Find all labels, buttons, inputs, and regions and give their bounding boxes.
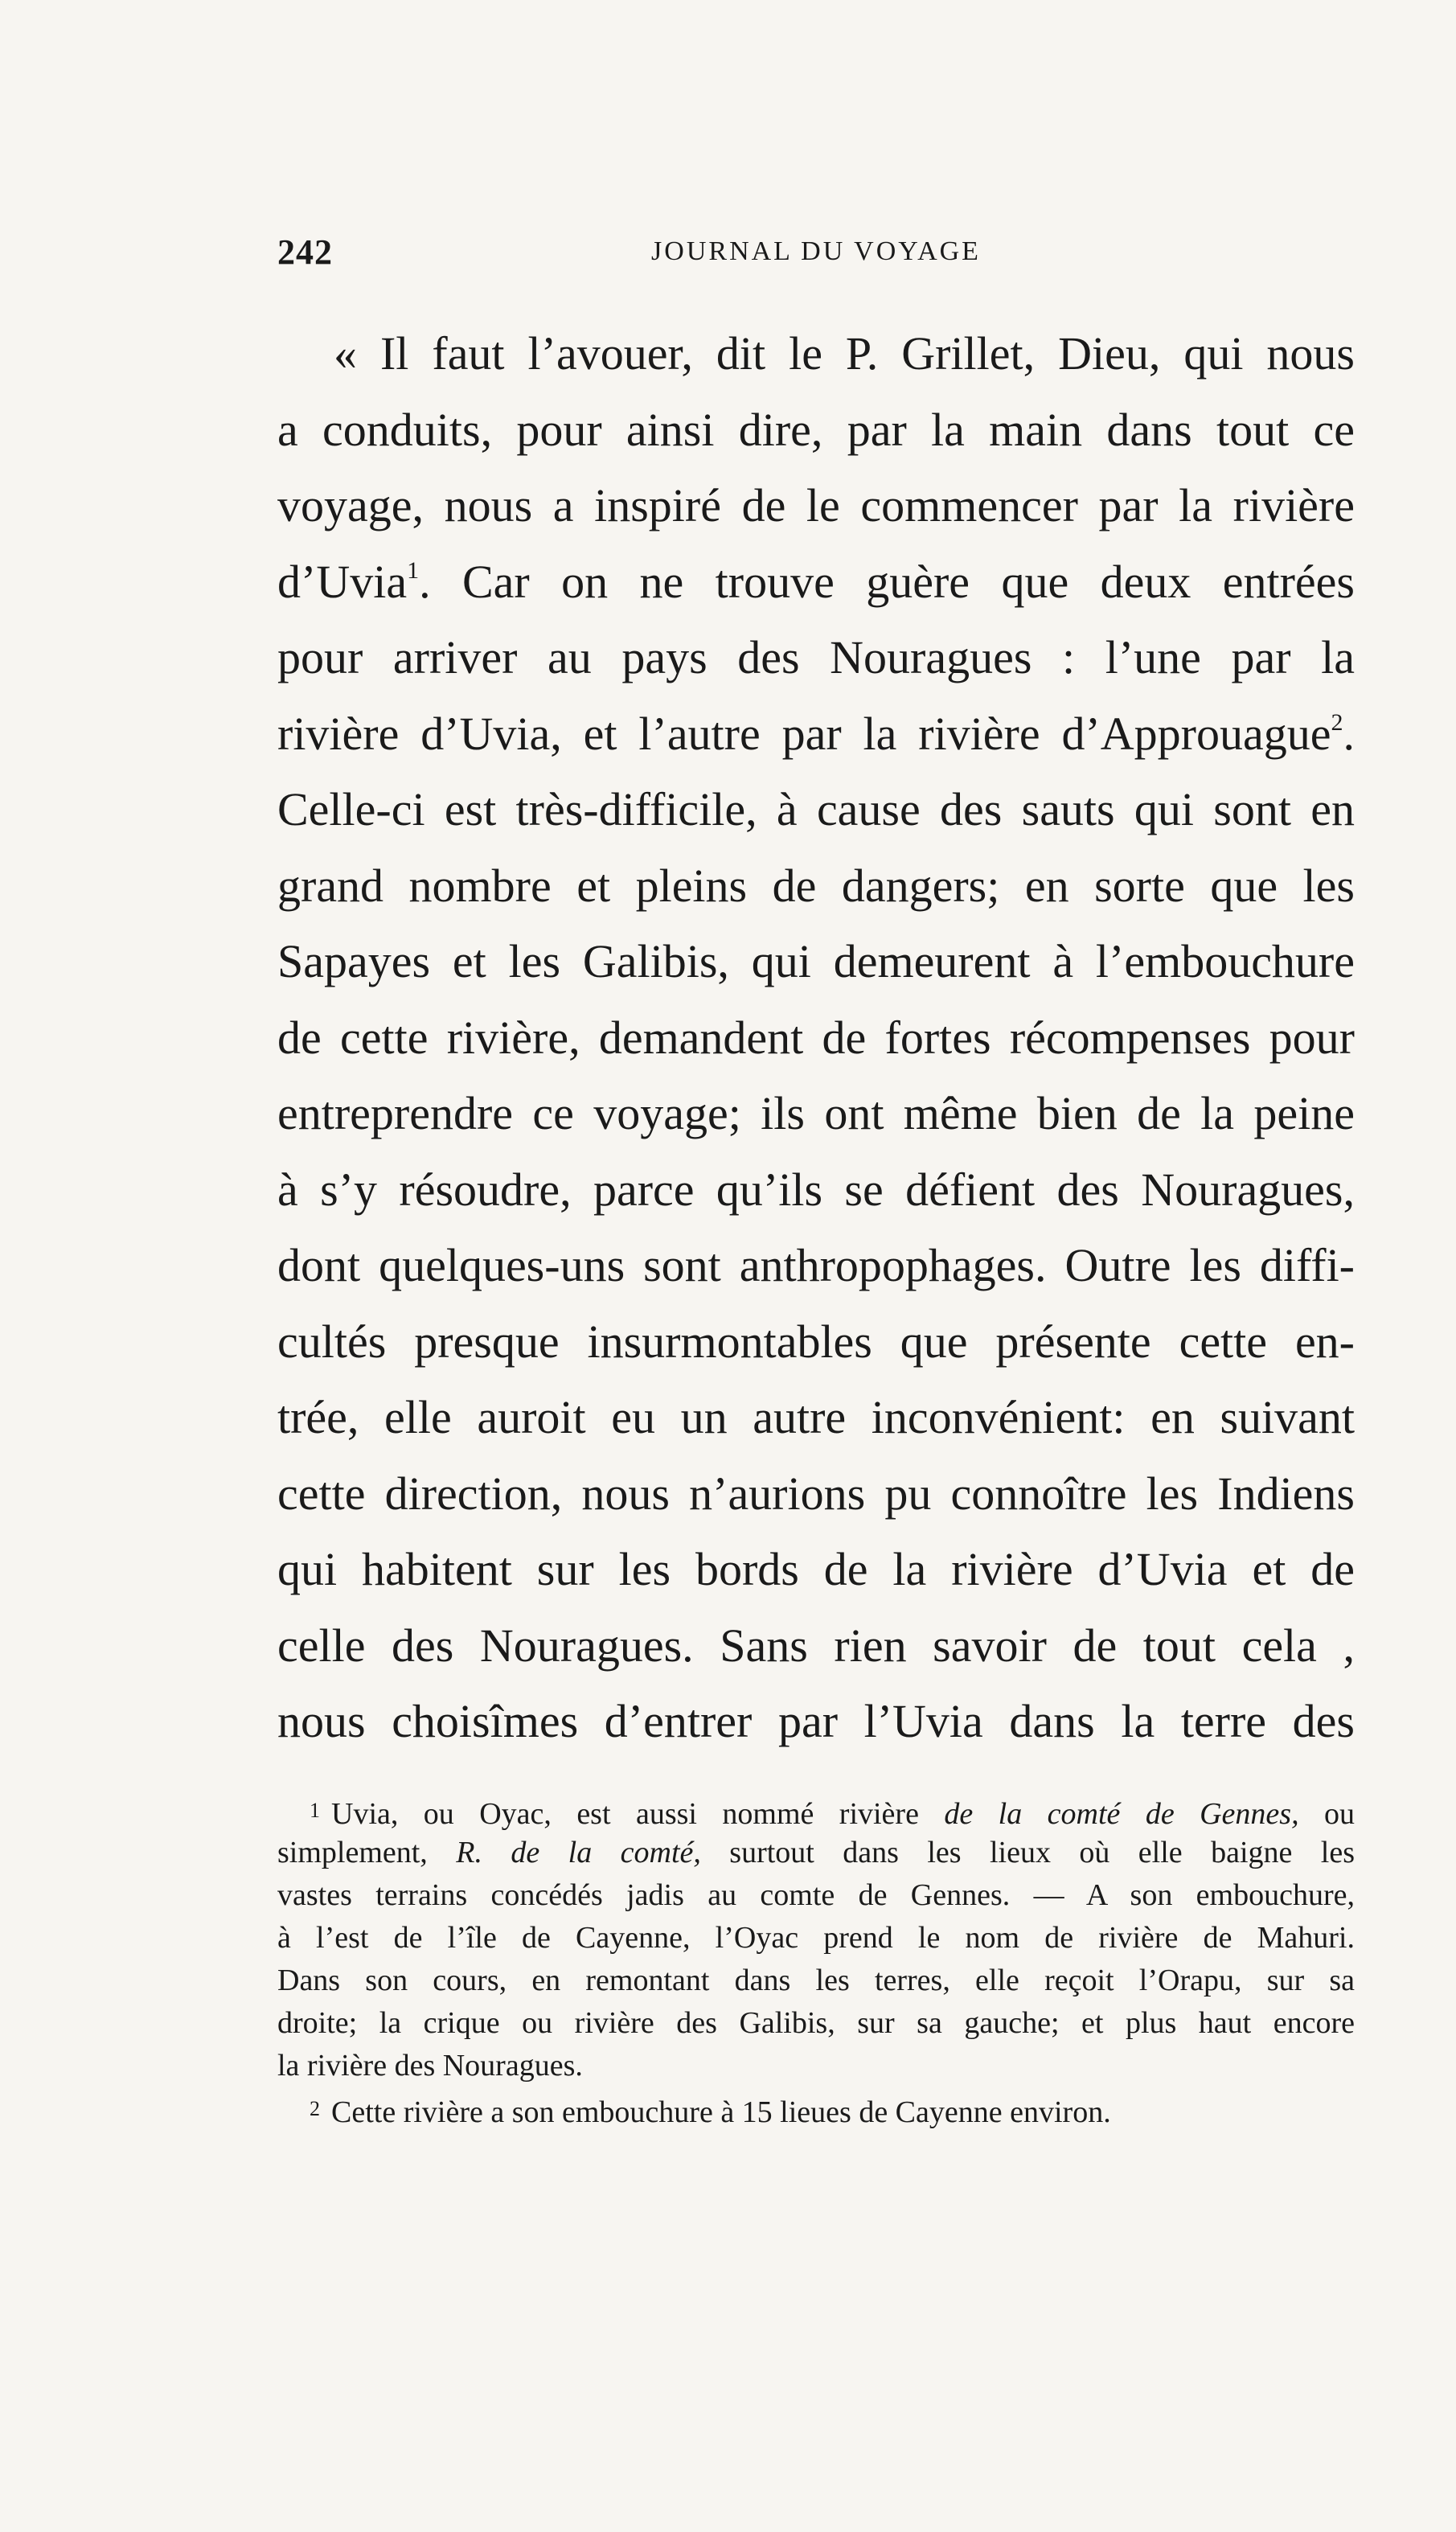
footnote-1-line: la rivière des Nouragues. xyxy=(277,2049,583,2083)
running-title: JOURNAL DU VOYAGE xyxy=(651,236,981,266)
page-number: 242 xyxy=(277,232,333,272)
footnote-1-marker: 1 xyxy=(310,1799,320,1822)
footnote-ref-1: 1 xyxy=(407,556,420,584)
footnote-1-line: à l’est de l’île de Cayenne, l’Oyac prend le nom de rivière de Mahuri. xyxy=(277,1921,1355,1955)
text-line: qui habitent sur les bords de la rivière d’Uvia et de xyxy=(277,1543,1355,1595)
text-line: grand nombre et pleins de dangers; en sorte que les xyxy=(277,859,1355,912)
footnote-1-line: simplement, R. de la comté, surtout dans les lieux où elle baigne les xyxy=(277,1836,1355,1869)
footnotes xyxy=(277,1789,1355,2130)
text-line: « Il faut l’avouer, dit le P. Grillet, Dieu, qui nous xyxy=(334,327,1355,380)
text-line: dont quelques-uns sont anthropophages. Outre les diffi- xyxy=(277,1239,1355,1291)
text-line: trée, elle auroit eu un autre inconvénient: en suivant xyxy=(277,1391,1355,1443)
text-line: de cette rivière, demandent de fortes récompenses pour xyxy=(277,1011,1355,1064)
page-header xyxy=(277,232,1355,272)
text-line: pour arriver au pays des Nouragues : l’une par la xyxy=(277,631,1355,683)
text-line: a conduits, pour ainsi dire, par la main dans tout ce xyxy=(277,403,1355,456)
footnote-1-line: Dans son cours, en remontant dans les terres, elle reçoit l’Orapu, sur sa xyxy=(277,1964,1355,1997)
footnote-1-line: vastes terrains concédés jadis au comte de Gennes. — A son embouchure, xyxy=(277,1878,1355,1912)
text-line: entreprendre ce voyage; ils ont même bien de la peine xyxy=(277,1087,1355,1139)
footnote-ref-2: 2 xyxy=(1331,708,1343,736)
text-line: celle des Nouragues. Sans rien savoir de tout cela , xyxy=(277,1619,1355,1672)
text-line: d’Uvia$^1$. Car on ne trouve guère que deux entrées xyxy=(277,555,1355,608)
text-line: Celle-ci est très-difficile, à cause des sauts qui sont en xyxy=(277,783,1355,835)
text-line: nous choisîmes d’entrer par l’Uvia dans la terre des xyxy=(277,1695,1355,1747)
footnote-1-line: droite; la crique ou rivière des Galibis, sur sa gauche; et plus haut encore xyxy=(277,2006,1355,2040)
text-line: cette direction, nous n’aurions pu connoître les Indiens xyxy=(277,1467,1355,1520)
footnote-1-line: $^1$ Uvia, ou Oyac, est aussi nommé rivière de la comté de Gennes, ou xyxy=(310,1797,1356,1831)
text-line: cultés presque insurmontables que présente cette en- xyxy=(277,1315,1355,1368)
text-line: Sapayes et les Galibis, qui demeurent à l’embouchure xyxy=(277,935,1355,987)
text-line: voyage, nous a inspiré de le commencer par la rivière xyxy=(277,479,1355,531)
footnote-2-line: $^2$ Cette rivière a son embouchure à 15 lieues de Cayenne environ. xyxy=(310,2095,1111,2129)
main-text xyxy=(277,316,1355,1760)
footnote-2-marker: 2 xyxy=(310,2097,320,2120)
text-line: rivière d’Uvia, et l’autre par la rivière d’Approuague$^2$. xyxy=(277,707,1355,760)
text-line: à s’y résoudre, parce qu’ils se défient des Nouragues, xyxy=(277,1163,1355,1216)
